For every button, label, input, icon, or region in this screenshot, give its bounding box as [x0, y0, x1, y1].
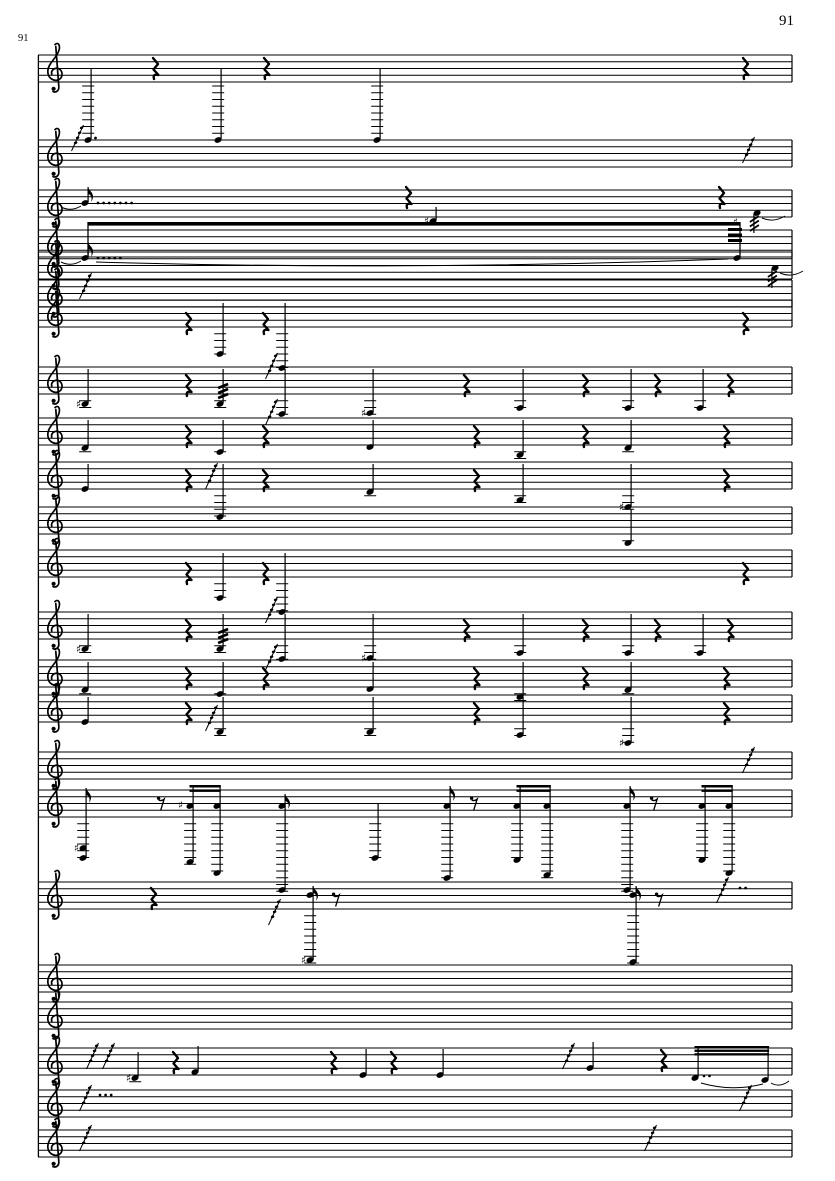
treble-clef-icon — [48, 1036, 62, 1085]
eighth-flag-icon — [285, 794, 290, 809]
squiggle-ornament — [103, 1043, 115, 1069]
squiggle-ornament — [563, 1043, 575, 1069]
squiggle-ornament — [87, 1043, 99, 1069]
eighth-flag-icon — [88, 242, 93, 257]
tremolo-slash — [218, 634, 228, 638]
treble-clef-icon — [48, 538, 62, 587]
quarter-rest — [474, 703, 480, 724]
staff-8 — [38, 355, 792, 425]
quarter-rest — [728, 620, 734, 641]
beam — [695, 1046, 770, 1048]
sharp-accidental: ♯ — [74, 842, 80, 855]
tremolo-slash — [218, 389, 228, 393]
sharp-accidental: ♯ — [619, 501, 625, 514]
staff-18 — [38, 870, 792, 966]
augmentation-dot — [703, 1075, 706, 1078]
extension-dot — [125, 202, 128, 205]
quarter-rest — [724, 703, 730, 724]
staff-14 — [38, 648, 792, 731]
eighth-flag-icon — [636, 886, 641, 901]
squiggle-ornament — [740, 1085, 752, 1111]
extension-dot — [108, 257, 111, 260]
extension-dot — [113, 257, 116, 260]
sharp-accidental: ♯ — [76, 398, 82, 411]
extension-dot — [102, 202, 105, 205]
beam — [695, 1050, 770, 1052]
squiggle-ornament — [717, 877, 729, 903]
quarter-rest — [583, 620, 589, 641]
extension-dot — [744, 887, 747, 890]
sharp-accidental: ♯ — [733, 216, 739, 229]
sharp-accidental: ♯ — [301, 954, 307, 967]
staff-22 — [38, 1078, 792, 1127]
squiggle-ornament — [80, 1125, 92, 1151]
measure-number: 91 — [18, 33, 29, 44]
beam — [190, 789, 221, 792]
quarter-rest — [464, 620, 470, 641]
quarter-rest — [743, 313, 749, 334]
treble-clef-icon — [48, 43, 62, 92]
staff-23 — [38, 1118, 792, 1167]
staff-12 — [38, 538, 792, 623]
treble-clef-icon — [48, 450, 62, 499]
eighth-flag-icon — [450, 786, 455, 801]
treble-clef-icon — [48, 600, 62, 649]
tremolo-slash — [218, 639, 228, 643]
sharp-accidental: ♯ — [424, 215, 430, 228]
squiggle-ornament — [269, 899, 281, 925]
squiggle-ornament — [266, 644, 278, 670]
squiggle-ornament — [266, 353, 278, 379]
quarter-rest — [583, 668, 589, 689]
extension-dot — [102, 257, 105, 260]
quarter-rest — [186, 563, 192, 584]
quarter-rest — [743, 563, 749, 584]
quarter-rest — [186, 668, 192, 689]
extension-dot — [113, 202, 116, 205]
extension-dot — [130, 202, 133, 205]
quarter-rest — [464, 375, 470, 396]
quarter-rest — [583, 375, 589, 396]
squiggle-ornament — [645, 1125, 657, 1151]
beam — [702, 785, 733, 788]
beam — [190, 785, 221, 788]
quarter-rest — [724, 470, 730, 491]
quarter-rest — [186, 426, 192, 447]
quarter-rest — [655, 620, 661, 641]
quarter-rest — [474, 668, 480, 689]
sustain-beam — [88, 222, 740, 226]
quarter-rest — [263, 470, 269, 491]
extension-dot — [110, 1094, 113, 1097]
staff-5 — [38, 240, 803, 289]
treble-clef-icon — [48, 406, 62, 455]
beam — [517, 785, 551, 788]
quarter-rest — [186, 313, 192, 334]
quarter-rest — [724, 426, 730, 447]
sharp-accidental: ♯ — [76, 643, 82, 656]
sharp-accidental: ♯ — [361, 407, 367, 420]
squiggle-ornament — [743, 747, 755, 773]
tie — [771, 1081, 789, 1085]
quarter-rest — [186, 375, 192, 396]
squiggle-ornament — [80, 1085, 92, 1111]
beam — [695, 1053, 770, 1055]
staff-2 — [38, 68, 792, 177]
page-number: 91 — [779, 13, 794, 29]
quarter-rest — [263, 426, 269, 447]
extension-dot — [108, 202, 111, 205]
staff-10 — [38, 450, 792, 520]
slur — [96, 259, 728, 266]
extension-dot — [97, 202, 100, 205]
quarter-rest — [263, 668, 269, 689]
quarter-rest — [661, 1050, 667, 1071]
extension-dot — [99, 1094, 102, 1097]
squiggle-ornament — [80, 273, 92, 299]
eighth-rest — [332, 893, 339, 907]
quarter-rest — [263, 563, 269, 584]
treble-clef-icon — [48, 870, 62, 919]
quarter-rest — [186, 620, 192, 641]
sharp-accidental: ♯ — [619, 737, 625, 750]
treble-clef-icon — [48, 683, 62, 732]
augmentation-dot — [94, 137, 97, 140]
beam — [702, 789, 733, 792]
treble-clef-icon — [48, 128, 62, 177]
beam — [517, 789, 551, 792]
staff-16 — [38, 737, 792, 789]
extension-dot — [97, 257, 100, 260]
augmentation-dot — [708, 1075, 711, 1078]
quarter-rest — [583, 426, 589, 447]
treble-clef-icon — [48, 1118, 62, 1167]
treble-clef-icon — [48, 355, 62, 404]
quarter-rest — [186, 703, 192, 724]
squiggle-ornament — [206, 463, 218, 489]
sharp-accidental: ♯ — [126, 1072, 132, 1085]
quarter-rest — [151, 888, 157, 909]
eighth-rest — [655, 893, 662, 907]
staff-15 — [38, 683, 792, 749]
squiggle-ornament — [743, 137, 755, 163]
staff-4 — [38, 207, 792, 267]
tie — [61, 206, 81, 209]
sharp-accidental: ♯ — [178, 799, 184, 812]
extension-dot — [119, 202, 122, 205]
eighth-flag-icon — [630, 786, 635, 801]
tie — [61, 261, 81, 264]
treble-clef-icon — [48, 495, 62, 544]
quarter-rest — [263, 313, 269, 334]
staff-11 — [38, 495, 792, 546]
staff-6 — [38, 268, 792, 317]
staff-9 — [38, 406, 792, 489]
treble-clef-icon — [48, 288, 62, 337]
sharp-accidental: ♯ — [361, 652, 367, 665]
quarter-rest — [474, 470, 480, 491]
extension-dot — [104, 1094, 107, 1097]
eighth-flag-icon — [88, 187, 93, 202]
staff-21 — [38, 1036, 792, 1087]
staff-1 — [38, 43, 792, 92]
eighth-flag-icon — [313, 886, 318, 901]
staff-19 — [38, 953, 792, 1002]
staff-17 — [38, 778, 792, 925]
quarter-rest — [186, 470, 192, 491]
squiggle-ornament — [266, 399, 278, 425]
staff-20 — [38, 990, 792, 1039]
tremolo-slash — [218, 394, 228, 398]
extension-dot — [739, 887, 742, 890]
quarter-rest — [655, 375, 661, 396]
slur — [701, 1083, 763, 1088]
quarter-rest — [728, 375, 734, 396]
quarter-rest — [474, 426, 480, 447]
quarter-rest — [724, 668, 730, 689]
staff-7 — [38, 288, 792, 379]
extension-dot — [119, 257, 122, 260]
